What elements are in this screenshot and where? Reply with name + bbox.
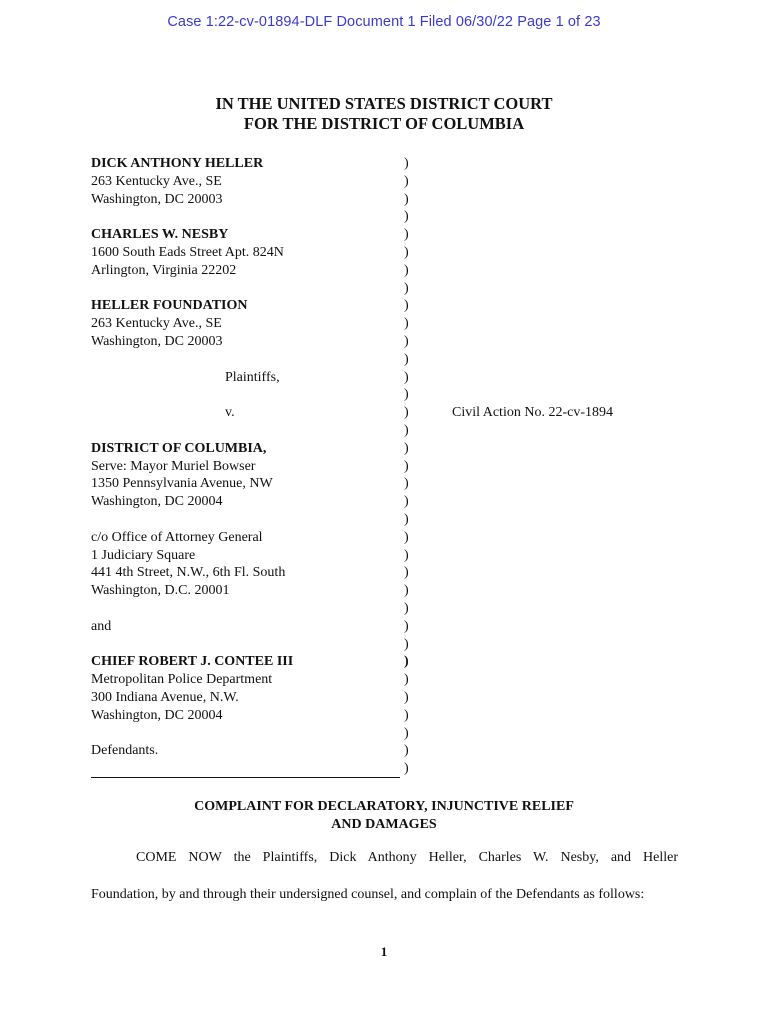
complaint-title-line-1: COMPLAINT FOR DECLARATORY, INJUNCTIVE RELIEF (194, 799, 574, 814)
caption-paren: ) (404, 565, 409, 581)
caption-line: HELLER FOUNDATION (91, 298, 248, 314)
caption-line: c/o Office of Attorney General (91, 529, 263, 545)
caption-paren: ) (404, 761, 409, 777)
court-heading (0, 94, 768, 134)
caption-line: and (91, 618, 112, 634)
caption-paren: ) (404, 280, 409, 296)
caption-line: Washington, DC 20004 (91, 707, 223, 723)
body-paragraph-line-2: Foundation, by and through their undersigned counsel, and complain of the Defendants as follows: (91, 887, 645, 902)
caption-underline (91, 777, 400, 778)
caption-line: CHIEF ROBERT J. CONTEE III (91, 654, 294, 670)
caption-paren: ) (404, 316, 409, 332)
caption-line: Washington, DC 20003 (91, 191, 223, 207)
caption-line: 300 Indiana Avenue, N.W. (91, 689, 239, 705)
caption-paren: ) (404, 476, 409, 492)
caption-paren: ) (404, 547, 409, 563)
caption-line: DICK ANTHONY HELLER (91, 156, 264, 171)
caption-line (91, 600, 391, 618)
caption-paren: ) (404, 725, 409, 741)
caption-paren: ) (404, 262, 409, 278)
caption-line: 1350 Pennsylvania Avenue, NW (91, 476, 273, 492)
caption-paren: ) (404, 458, 409, 474)
caption-paren: ) (404, 227, 409, 243)
caption-line: Serve: Mayor Muriel Bowser (91, 458, 256, 474)
caption-paren: ) (404, 173, 409, 189)
caption-parenthesis-column (404, 155, 416, 778)
complaint-title (0, 798, 768, 834)
caption-paren: ) (404, 583, 409, 599)
caption-paren: ) (404, 689, 409, 705)
caption-paren: ) (404, 618, 409, 634)
caption-line (91, 636, 391, 654)
caption-paren: ) (404, 529, 409, 545)
caption-line: DISTRICT OF COLUMBIA, (91, 440, 267, 456)
caption-line: 1600 South Eads Street Apt. 824N (91, 244, 284, 260)
caption-paren: ) (404, 405, 409, 421)
caption-line: Washington, DC 20004 (91, 494, 223, 510)
caption-paren: ) (404, 298, 409, 314)
caption-paren: ) (404, 600, 409, 616)
civil-action-number: Civil Action No. 22-cv-1894 (452, 405, 613, 420)
caption-line (91, 351, 391, 369)
caption-paren: ) (404, 440, 409, 456)
caption-line (91, 422, 391, 440)
court-heading-line-1: IN THE UNITED STATES DISTRICT COURT (215, 94, 553, 113)
caption-line (91, 386, 391, 404)
caption-paren: ) (404, 743, 409, 759)
page-number: 1 (380, 944, 388, 959)
caption-paren: ) (404, 369, 409, 385)
caption-line: Plaintiffs, (225, 369, 280, 385)
caption-line: 441 4th Street, N.W., 6th Fl. South (91, 565, 286, 581)
caption-paren: ) (404, 422, 409, 438)
caption-line: CHARLES W. NESBY (91, 227, 229, 243)
court-heading-line-2: FOR THE DISTRICT OF COLUMBIA (243, 114, 525, 133)
case-caption-parties (91, 155, 391, 778)
body-paragraph-line-1: COME NOW the Plaintiffs, Dick Anthony Heller, Charles W. Nesby, and Heller (136, 850, 678, 865)
caption-line (91, 280, 391, 298)
caption-paren: ) (404, 209, 409, 225)
caption-paren: ) (404, 494, 409, 510)
caption-paren: ) (404, 191, 409, 207)
caption-line: 1 Judiciary Square (91, 547, 196, 563)
caption-paren: ) (404, 351, 409, 367)
caption-paren: ) (404, 654, 409, 670)
case-header-stamp: Case 1:22-cv-01894-DLF Document 1 Filed 06/30/22 Page 1 of 23 (167, 14, 601, 30)
caption-paren: ) (404, 333, 409, 349)
caption-line: Washington, DC 20003 (91, 333, 223, 349)
caption-line: 263 Kentucky Ave., SE (91, 173, 222, 189)
caption-line: Washington, D.C. 20001 (91, 583, 230, 599)
caption-line (91, 511, 391, 529)
caption-line: Defendants. (91, 743, 159, 759)
caption-line: Metropolitan Police Department (91, 672, 273, 688)
caption-line: 263 Kentucky Ave., SE (91, 316, 222, 332)
caption-paren: ) (404, 672, 409, 688)
caption-line: v. (225, 405, 235, 421)
caption-line (91, 760, 391, 778)
caption-line (91, 208, 391, 226)
caption-paren: ) (404, 636, 409, 652)
caption-paren: ) (404, 387, 409, 403)
complaint-title-line-2: AND DAMAGES (331, 816, 437, 832)
caption-line (91, 725, 391, 743)
caption-paren: ) (404, 707, 409, 723)
caption-paren: ) (404, 244, 409, 260)
caption-paren: ) (404, 511, 409, 527)
caption-paren: ) (404, 156, 409, 171)
caption-line: Arlington, Virginia 22202 (91, 262, 237, 278)
